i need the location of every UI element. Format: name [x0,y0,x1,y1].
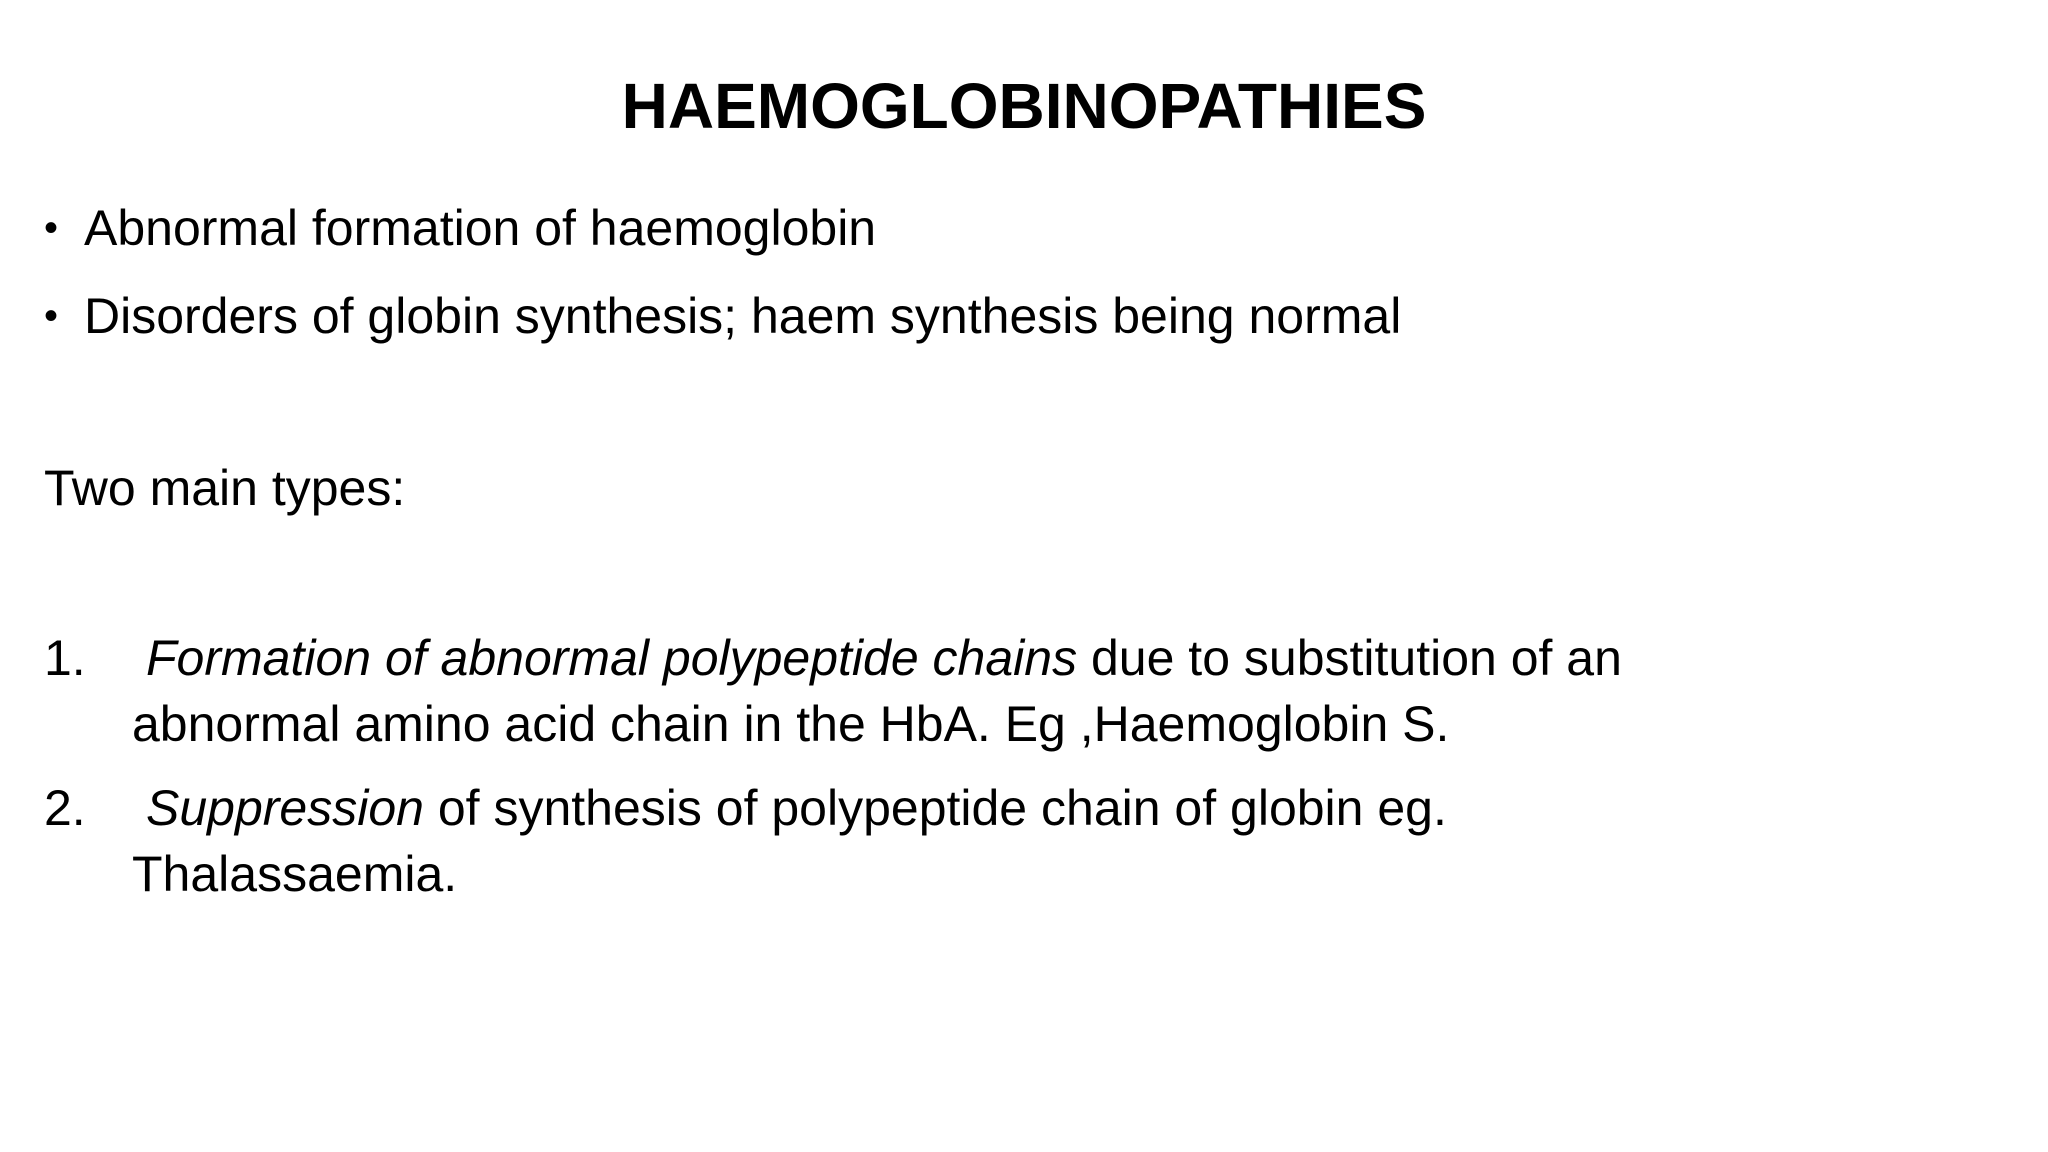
numbered-list [44,625,1944,925]
item-emphasis: Suppression [146,780,424,836]
item-line [132,625,1944,691]
bullet-text: Disorders of globin synthesis; haem synthesis being normal [84,288,1402,344]
slide-title: HAEMOGLOBINOPATHIES [621,70,1427,142]
numbered-item [44,625,1944,757]
bullet-list [44,190,1401,366]
numbered-item [44,775,1944,907]
bullet-text: Abnormal formation of haemoglobin [84,200,877,256]
item-text: of synthesis of polypeptide chain of globin eg. [423,780,1447,836]
item-emphasis: Formation of abnormal polypeptide chains [146,630,1078,686]
item-number: 1. [44,630,86,686]
bullet-symbol: • [44,294,59,338]
bullet-item [44,278,1401,366]
types-intro: Two main types: [44,460,406,516]
bullet-symbol: • [44,206,59,250]
item-line [132,775,1944,841]
item-text: due to substitution of an [1077,630,1622,686]
item-continuation: abnormal amino acid chain in the HbA. Eg ,Haemoglobin S. [132,696,1450,752]
item-number: 2. [44,780,86,836]
bullet-item [44,190,1401,278]
item-continuation: Thalassaemia. [132,846,458,902]
